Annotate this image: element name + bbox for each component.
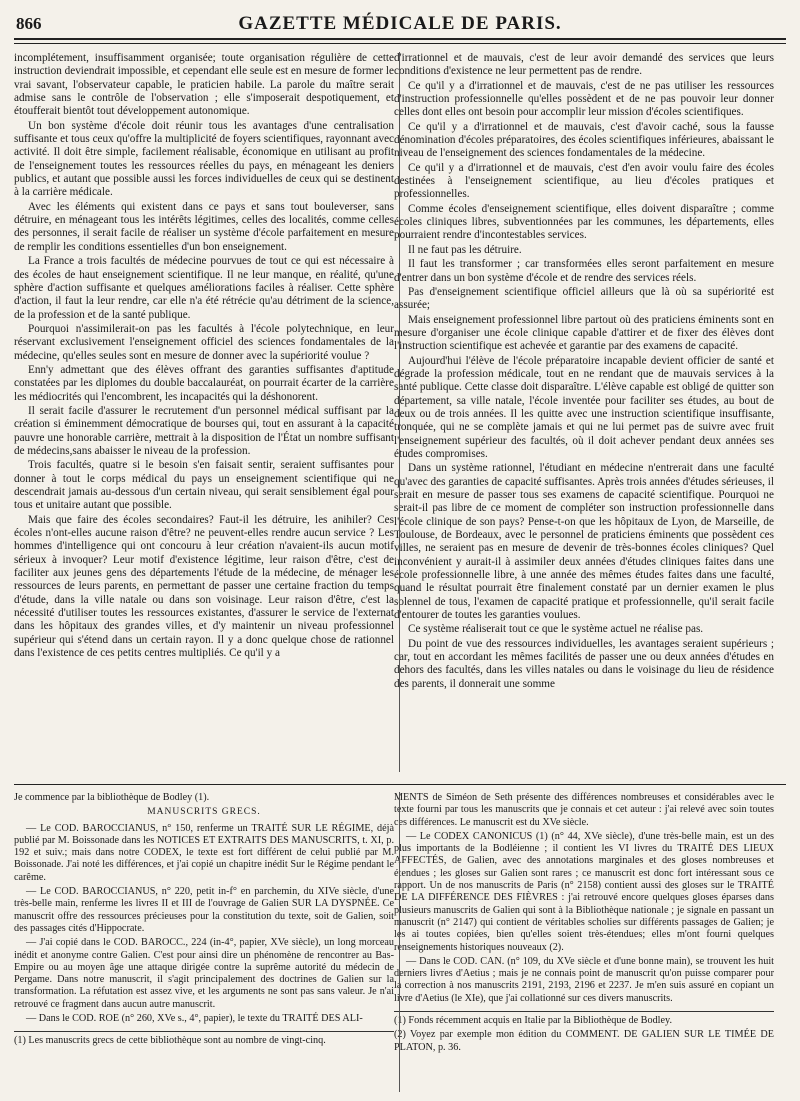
paragraph: Du point de vue des ressources individuelles, les avantages seraient supérieurs ; car, tout en accordant les mêmes facilités de passer une ou deux années d'études en dehors des facultés, dans les villes natales ou dans le voisinage du lieu de résidence des parents, il donnerait une somme — [394, 637, 774, 690]
footnote: (1) Les manuscrits grecs de cette bibliothèque sont au nombre de vingt-cinq. — [14, 1031, 394, 1047]
header-rule — [14, 43, 786, 44]
paragraph: Ce qu'il y a d'irrationnel et de mauvais, c'est de ne pas utiliser les ressources d'instruction professionnelle qu'elles possèdent et de ne pas pouvoir leur donner celles dont elles ont besoin pour accomplir leur mission d'écoles scientifiques. — [394, 79, 774, 119]
page-header — [14, 12, 786, 40]
paragraph: Il ne faut pas les détruire. — [408, 243, 522, 256]
paragraph: La France a trois facultés de médecine pourvues de tout ce qui est nécessaire à des écoles de haut enseignement scientifique. Il ne leur manque, en réalité, qu'une sphère d'action suffisante et quelques améliorations faciles à réaliser. Cette sphère d'action, il faut la leur rendre, car elle n'a été rétrécie qu'au détriment de la science, de la profession et de la santé publique. — [14, 255, 394, 321]
footnotes — [394, 1011, 774, 1054]
paragraph: Comme écoles d'enseignement scientifique, elles doivent disparaître ; comme écoles cliniques libres, subventionnées par les communes, les départements, elles pourraient rendre d'incontestables services. — [394, 202, 774, 242]
paragraph: Ce système réaliserait tout ce que le système actuel ne réalise pas. — [408, 623, 704, 636]
paragraph: Il faut les transformer ; car transformées elles seront parfaitement en mesure d'entrer dans un bon système d'école et de rendre des services réels. — [394, 258, 774, 284]
paragraph: Pourquoi n'assimilerait-on pas les facultés à l'école polytechnique, en leur réservant exclusivement l'enseignement officiel des sciences fondamentales de la médecine, qu'elles seules sont en mesure de donner avec la supériorité voulue ? — [14, 322, 394, 362]
right-column — [394, 52, 774, 772]
notes-right-paragraphs — [394, 792, 774, 1005]
paragraph: d'irrationnel et de mauvais, c'est de leur avoir demandé des services que leurs conditions d'existence ne leur permettent pas de rendre. — [394, 52, 774, 78]
newspaper-page — [14, 12, 786, 1092]
notes-column-separator — [399, 792, 400, 1092]
paragraph: Pas d'enseignement scientifique officiel ailleurs que là où sa supériorité est assurée; — [394, 285, 774, 312]
paragraph: Ce qu'il y a d'irrationnel et de mauvais, c'est d'avoir caché, sous la fausse dénomination d'écoles préparatoires, des écoles scientifiques inférieures, abaissant le niveau de l'enseignement des sciences fondamentales de la médecine. — [394, 120, 774, 160]
paragraph: — Le CODEX CANONICUS (1) (n° 44, XVe siècle), d'une très-belle main, est un des plus importants de la Bodléienne ; il contient les VI livres du TRAITÉ DES LIEUX AFFECTÉS, de Galien, avec des annotations marginales et des gloses nombreuses et étendues ; les gloses sur Galien sont rares ; ce manuscrit est donc fort intéressant sous ce rapport. Un de nos manuscrits de Paris (n° 2158) contient aussi des gloses sur le TRAITÉ DE LA DIFFÉRENCE DES FIÈVRES : j'ai retrouvé encore quelques gloses éparses dans plusieurs manuscrits de Galien qui sont à la Bibliothèque nationale ; je signale en passant un manuscrit (n° 2147) qui contient de véritables scholies sur différents passages de Galien; je les ai toutes copiées, bien qu'elles soient très-étendues; elles m'ont fourni quelques renseignements historiques nouveaux (2). — [394, 830, 774, 953]
notes-right-column — [394, 792, 774, 1092]
page-number: 866 — [16, 14, 42, 33]
notes-heading: MANUSCRITS GRECS. — [147, 807, 261, 818]
footnote: (2) Voyez par exemple mon édition du COMMENT. DE GALIEN SUR LE TIMÉE DE PLATON, p. 36. — [394, 1029, 774, 1053]
paragraph: Aujourd'hui l'élève de l'école préparatoire incapable devient officier de santé et dégrade la profession médicale, tout en ne rendant que de mauvais services à la santé publique. Cette classe doit disparaître. L'élève capable est obligé de quitter son département, sa ville natale, l'école inventée pour faciliter ses études, au bout de deux ou de trois années. Il les quitte avec une instruction scientifique insuffisante, tronquée, qui ne se complète jamais et qui ne lui permet pas de suivre avec fruit l'enseignement supérieur des facultés, où il doit achever pendant deux années ses études compromises. — [394, 354, 774, 460]
paragraph: Mais enseignement professionnel libre partout où des praticiens éminents sont en mesure d'organiser une école clinique capable d'attirer et de fixer des élèves dont l'instruction scientifique est achevée et garantie par des examens de capacité. — [394, 313, 774, 353]
paragraph: Enn'y admettant que des élèves offrant des garanties suffisantes d'aptitude constatées par les diplomes du double baccalauréat, on pourrait écarter de la carrière les médiocrités qui l'encombrent, les incapacités qui la déshonorent. — [14, 363, 394, 403]
publication-title: GAZETTE MÉDICALE DE PARIS. — [238, 13, 562, 34]
notes-left-paragraphs — [14, 823, 394, 1026]
paragraph: Ce qu'il y a d'irrationnel et de mauvais, c'est d'en avoir voulu faire des écoles destinées à l'enseignement scientifique, au lieu d'écoles pratiques et professionnelles. — [394, 161, 774, 201]
paragraph: Un bon système d'école doit réunir tous les avantages d'une centralisation suffisante et tous ceux qu'offre la multiplicité de foyers scientifiques, rayonnant avec activité. Il doit être simple, facilement réalisable, économique en utilisant au profit de l'enseignement toutes les ressources réelles du pays, en ménageant les deniers publics, et autant que possible aussi les forces individuelles de ceux qui se destinent à la carrière médicale. — [14, 119, 394, 199]
section-divider — [14, 784, 786, 785]
paragraph: Trois facultés, quatre si le besoin s'en faisait sentir, seraient suffisantes pour donner à tout le corps médical du pays un enseignement scientifique qui ne descendrait jamais au-dessous d'un certain niveau, qui serait sensiblement égal pour tous et unitaire autant que possible. — [14, 459, 394, 512]
paragraph: Dans un système rationnel, l'étudiant en médecine n'entrerait dans une faculté qu'avec des garanties de capacité suffisantes. Après trois années d'études sérieuses, il serait en mesure de passer tous ses examens de capacité scientifique. Pourquoi ne serait-il pas libre de ce moment de compléter son instruction professionnelle dans l'école clinique de son pays? Pense-t-on que les hôpitaux de Lyon, de Marseille, de Toulouse, de Bordeaux, avec le personnel de praticiens éminents que possèdent ces villes, ne seraient pas en mesure de devenir de très-bonnes écoles cliniques? Quel inconvénient y aurait-il à assimiler deux années d'études cliniques faites dans une école professionnelle libre, à une année des mêmes études faites dans une faculté, quand le résultat pourrait être finalement constaté par un dernier examen le plus solennel de tous, l'examen de capacité pratique et professionnelle, qu'il serait facile d'entourer de toutes les garanties voulues. — [394, 462, 774, 622]
feuilleton-section — [14, 792, 786, 1092]
notes-left-column — [14, 792, 394, 1092]
paragraph: — J'ai copié dans le COD. BAROCC., 224 (in-4°, papier, XVe siècle), un long morceau inédit et anonyme contre Galien. C'est pour ainsi dire un phénomène de rencontrer au Bas-Empire ou au moyen âge une attaque dirigée contre la suprême autorité du médecin de Pergame. Dans notre manuscrit, il s'agit principalement des doctrines de Galien sur la transformation. La réfutation est assez vive, et les arguments ne sont pas sans valeur. Je n'ai retrouvé ce fragment dans aucun autre manuscrit. — [14, 937, 394, 1010]
notes-intro: Je commence par la bibliothèque de Bodley (1). — [14, 792, 210, 803]
paragraph: — Le COD. BAROCCIANUS, n° 150, renferme un TRAITÉ SUR LE RÉGIME, déjà publié par M. Boissonade dans les NOTICES ET EXTRAITS DES MANUSCRITS, t. XI, p. 192 et suiv.; mais dans notre CODEX, le texte est fort différent de celui publié par M. Boissonade. J'ai noté les différences, et j'ai copié un chapitre inédit Sur le Régime pendant le carême. — [14, 822, 394, 883]
paragraph: — Dans le COD. CAN. (n° 109, du XVe siècle et d'une bonne main), se trouvent les huit derniers livres d'Aetius ; mais je ne connais point de manuscrit qu'on puisse comparer pour la correction à nos manuscrits 2191, 2193, 2196 et 2237. Je m'en suis assuré en copiant un livre d'Aetius (le XIe), que j'ai collationné sur ces divers manuscrits. — [394, 955, 774, 1004]
paragraph: Mais que faire des écoles secondaires? Faut-il les détruire, les anihiler? Ces écoles n'ont-elles aucune raison d'être? ne peuvent-elles rendre aucun service ? Les hommes d'intelligence qui ont concouru à leur création n'avaient-ils aucun motif sérieux à invoquer? Leur motif d'existence légitime, leur raison d'être, c'est de faciliter aux jeunes gens des départements l'étude de la médecine, de ménager les ressources de leurs parents, en permettant de passer une certaine fraction du temps d'étude, dans la ville natale ou dans son voisinage. Leur raison d'être, c'est la nécessité d'utiliser toutes les ressources existantes, d'assurer le service de l'externat dans les hôpitaux des grandes villes, et d'y maintenir un niveau professionnel supérieur qui s'étend dans un certain rayon. Il y a donc quelque chose de rationnel dans l'existence de ces petits centres multipliés. Ce qu'il y a — [14, 513, 394, 660]
paragraph: incomplétement, insuffisamment organisée; toute organisation régulière de cette instruction deviendrait impossible, et cependant elle seule est en mesure de former le vrai savant, l'observateur capable, le praticien habile. La parole du maître serait admise sans le contrôle de l'observation ; elle s'imposerait despotiquement, et étoufferait bientôt tout développement autonomique. — [14, 52, 394, 118]
column-separator — [399, 52, 400, 772]
paragraph: Avec les éléments qui existent dans ce pays et sans tout bouleverser, sans détruire, en ménageant tous les intérêts légitimes, celles des localités, comme celles des personnes, il serait facile de réaliser un système d'école parfaitement en mesure de remplir les conditions essentielles d'un bon enseignement. — [14, 200, 394, 253]
paragraph: — Le COD. BAROCCIANUS, n° 220, petit in-f° en parchemin, du XIVe siècle, d'une très-belle main, renferme les livres II et III de l'ouvrage de Galien SUR LA DYSPNÉE. Ce manuscrit offre des ressources précieuses pour la constitution du texte, soit de Galien, soit des passages cités d'Hippocrate. — [14, 886, 394, 934]
paragraph: — Dans le COD. ROE (n° 260, XVe s., 4°, papier), le texte du TRAITÉ DES ALI- — [26, 1013, 363, 1025]
left-column — [14, 52, 394, 772]
paragraph: Il serait facile d'assurer le recrutement d'un personnel médical suffisant par la création si éminemment démocratique de bourses qui, tout en assurant à la capacité pauvre une honorable carrière, mettrait à la disposition de l'État un nombre suffisant de médecins,sans abaisser le niveau de la profession. — [14, 404, 394, 457]
main-article — [14, 52, 786, 772]
footnote: (1) Fonds récemment acquis en Italie par la Bibliothèque de Bodley. — [394, 1015, 672, 1027]
paragraph: MENTS de Siméon de Seth présente des différences nombreuses et considérables avec le texte fourni par tous les manuscrits que je connais et cet auteur : j'ai relevé avec soin toutes ces différences. Le manuscrit est du XVe siècle. — [394, 792, 774, 828]
